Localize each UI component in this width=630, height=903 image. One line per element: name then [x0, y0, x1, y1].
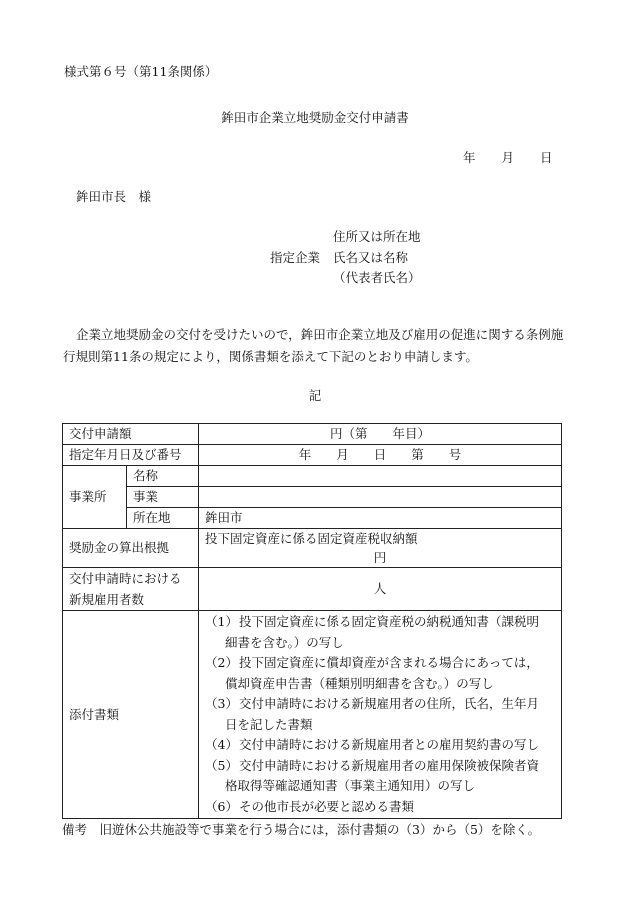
row-attachments	[63, 611, 562, 819]
attachment-number: （4）	[205, 737, 238, 752]
office-business-label: 事業	[127, 487, 199, 508]
attachment-text: 投下固定資産に償却資産が含まれる場合にあっては，	[239, 655, 539, 670]
attachment-text-continued: 償却資産申告書（種類別明細書を含む。）の写し	[225, 675, 494, 691]
grant-amount-value: 円（第 年目）	[199, 424, 562, 445]
document-title: 鉾田市企業立地奨励金交付申請書	[221, 110, 409, 125]
row-calc-basis	[63, 529, 562, 568]
designation-value: 年 月 日 第 号	[199, 445, 562, 466]
attachment-number: （1）	[205, 614, 238, 629]
attachments-label: 添付書類	[63, 611, 199, 819]
applicant-kind-label: 指定企業	[270, 250, 321, 265]
row-new-employees	[63, 568, 562, 611]
attachment-text-continued: 細書を含む。）の写し	[225, 634, 344, 650]
office-location-value: 鉾田市	[199, 508, 562, 529]
attachment-number: （3）	[205, 696, 238, 711]
applicant-address-label: 住所又は所在地	[333, 229, 421, 244]
attachment-item	[205, 694, 555, 735]
application-form-table	[62, 423, 562, 819]
applicant-representative-label: （代表者氏名）	[333, 270, 421, 285]
application-statement: 企業立地奨励金の交付を受けたいので，鉾田市企業立地及び雇用の促進に関する条例施行規則第11条の規定により，関係書類を添えて下記のとおり申請します。	[63, 327, 564, 364]
calc-basis-line2: 円	[373, 550, 387, 565]
attachment-number: （2）	[205, 655, 238, 670]
attachment-number: （6）	[205, 798, 238, 814]
attachment-text: 交付申請時における新規雇用者との雇用契約書の写し	[239, 737, 540, 752]
form-number: 様式第６号（第11条関係）	[64, 64, 218, 79]
addressee: 鉾田市長 様	[76, 189, 152, 204]
new-employees-label-line2: 新規雇用者数	[69, 592, 145, 607]
office-label: 事業所	[63, 466, 127, 529]
row-grant-amount	[63, 424, 562, 445]
attachment-text: 交付申請時における新規雇用者の住所，氏名，生年月	[239, 696, 540, 711]
attachment-text-continued: 日を記した書類	[225, 716, 313, 732]
date-day: 日	[540, 150, 553, 165]
row-office-business	[63, 487, 562, 508]
calc-basis-line1: 投下固定資産に係る固定資産税収納額	[205, 531, 418, 546]
office-location-label: 所在地	[127, 508, 199, 529]
attachments-list	[199, 611, 562, 819]
attachment-item	[205, 653, 555, 694]
remark-note: 備考 旧遊休公共施設等で事業を行う場合には，添付書類の（3）から（5）を除く。	[62, 822, 541, 837]
attachment-item	[205, 612, 555, 653]
attachment-text: 投下固定資産に係る固定資産税の納税通知書（課税明	[239, 614, 540, 629]
new-employees-value: 人	[199, 568, 562, 611]
attachment-item	[205, 735, 555, 756]
new-employees-label	[63, 568, 199, 611]
row-office-location	[63, 508, 562, 529]
office-name-label: 名称	[127, 466, 199, 487]
row-designation	[63, 445, 562, 466]
attachment-item	[205, 756, 555, 797]
application-date	[463, 148, 553, 166]
applicant-name-label: 氏名又は名称	[333, 250, 409, 265]
date-month: 月	[501, 150, 515, 165]
grant-amount-label: 交付申請額	[63, 424, 199, 445]
office-name-value	[199, 466, 562, 487]
attachment-text: 交付申請時における新規雇用者の雇用保険被保険者資	[239, 757, 540, 773]
row-office-name	[63, 466, 562, 487]
new-employees-label-line1: 交付申請時における	[69, 571, 182, 586]
office-business-value	[199, 487, 562, 508]
calc-basis-label: 奨励金の算出根拠	[63, 529, 199, 568]
attachment-number: （5）	[205, 757, 238, 773]
calc-basis-value	[199, 529, 562, 568]
attachment-text: その他市長が必要と認める書類	[239, 798, 415, 814]
attachment-text-continued: 格取得等確認通知書（事業主通知用）の写し	[225, 778, 476, 793]
date-year: 年	[463, 150, 476, 165]
ki-heading: 記	[308, 388, 322, 403]
designation-label: 指定年月日及び番号	[63, 445, 199, 466]
attachment-item	[205, 797, 555, 818]
